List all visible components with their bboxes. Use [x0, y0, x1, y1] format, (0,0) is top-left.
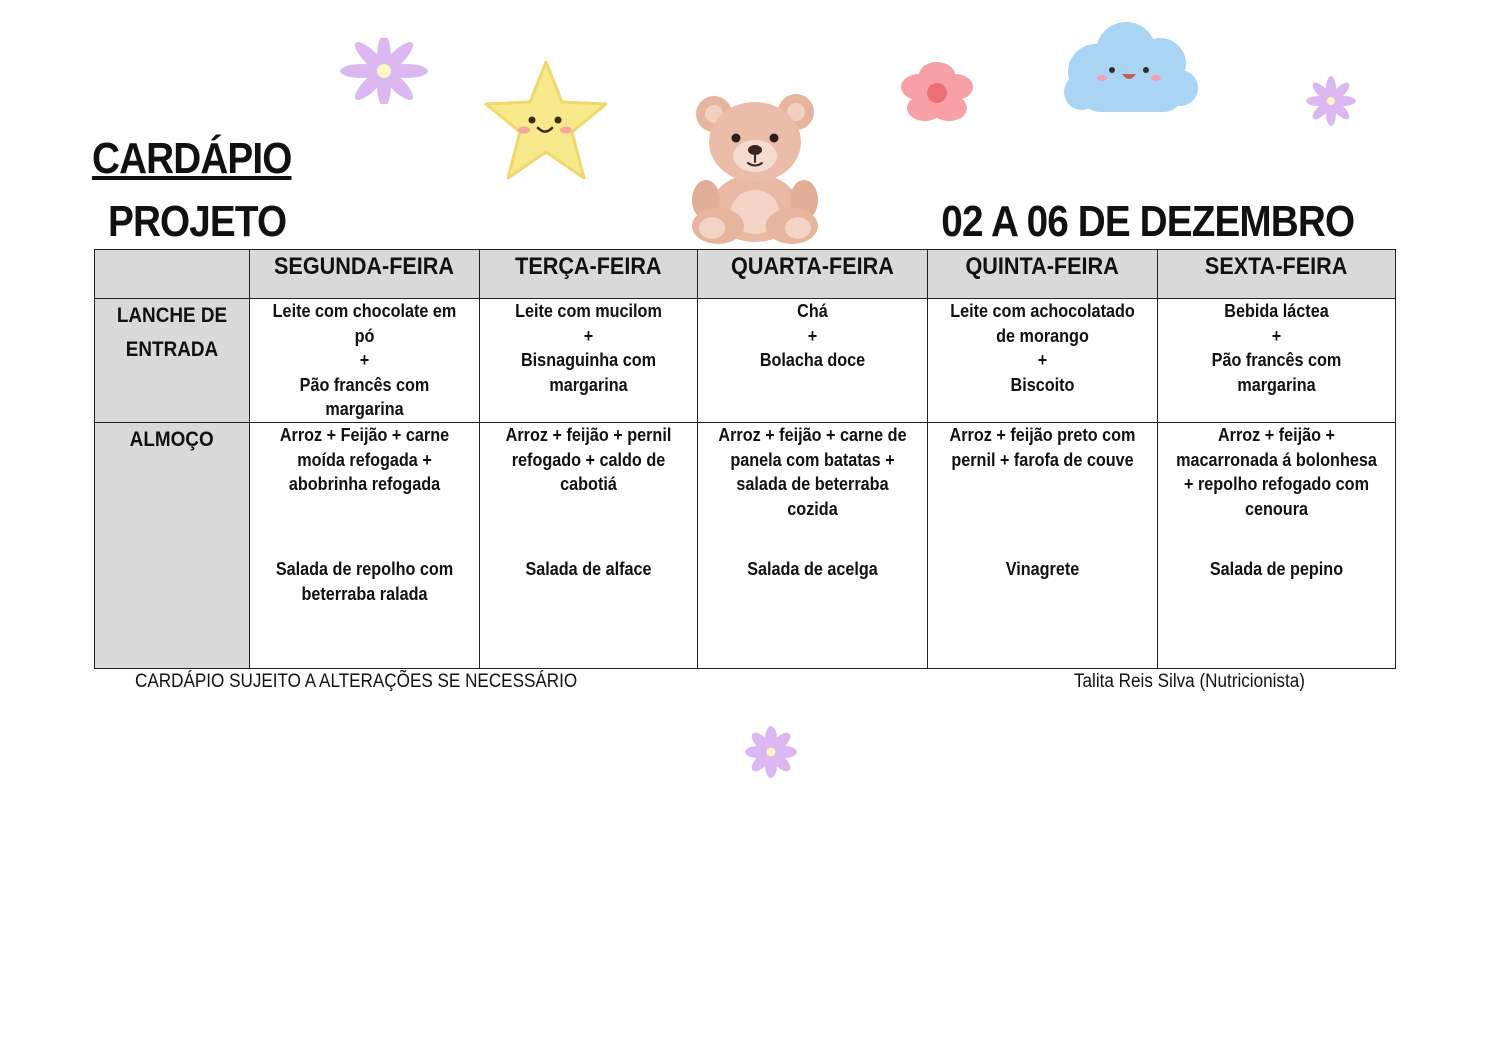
menu-cell: Bebida láctea + Pão francês com margarina — [1158, 299, 1396, 423]
menu-cell: Arroz + feijão + pernil refogado + caldo de cabotiá Salada de alface — [480, 423, 698, 669]
day-header: TERÇA-FEIRA — [480, 250, 698, 299]
page-title: CARDÁPIO — [92, 134, 292, 183]
day-header: QUARTA-FEIRA — [698, 250, 928, 299]
menu-table — [94, 249, 1396, 669]
menu-cell: Leite com mucilom + Bisnaguinha com margarina — [480, 299, 698, 423]
row-label-lanche: LANCHE DE ENTRADA — [95, 299, 250, 423]
menu-cell: Leite com chocolate em pó + Pão francês com margarina — [250, 299, 480, 423]
almoco-row — [95, 423, 1396, 669]
lilac-flower-icon — [336, 38, 432, 104]
small-lilac-flower-icon — [1304, 74, 1358, 128]
day-header: SEXTA-FEIRA — [1158, 250, 1396, 299]
menu-cell: Arroz + feijão + carne de panela com batatas + salada de beterraba cozida Salada de acelga — [698, 423, 928, 669]
smiling-cloud-icon — [1060, 18, 1200, 122]
menu-cell: Arroz + feijão preto com pernil + farofa de couve Vinagrete — [928, 423, 1158, 669]
corner-cell — [95, 250, 250, 299]
day-header-row — [95, 250, 1396, 299]
teddy-bear-icon — [684, 88, 826, 246]
pink-flower-icon — [894, 59, 980, 127]
project-label: PROJETO — [108, 197, 287, 246]
smiling-star-icon — [482, 58, 610, 184]
day-header: QUINTA-FEIRA — [928, 250, 1158, 299]
nutritionist-signature: Talita Reis Silva (Nutricionista) — [1074, 671, 1305, 692]
menu-cell: Leite com achocolatado de morango + Biscoito — [928, 299, 1158, 423]
menu-cell: Arroz + feijão + macarronada á bolonhesa + repolho refogado com cenoura Salada de pepino — [1158, 423, 1396, 669]
menu-cell: Chá + Bolacha doce — [698, 299, 928, 423]
menu-cell: Arroz + Feijão + carne moída refogada + abobrinha refogada Salada de repolho com beterraba ralada — [250, 423, 480, 669]
disclaimer-note: CARDÁPIO SUJEITO A ALTERAÇÕES SE NECESSÁRIO — [135, 671, 578, 692]
day-header: SEGUNDA-FEIRA — [250, 250, 480, 299]
date-range: 02 A 06 DE DEZEMBRO — [941, 197, 1354, 246]
row-label-almoco: ALMOÇO — [95, 423, 250, 669]
bottom-lilac-flower-icon — [743, 724, 799, 780]
lanche-row — [95, 299, 1396, 423]
